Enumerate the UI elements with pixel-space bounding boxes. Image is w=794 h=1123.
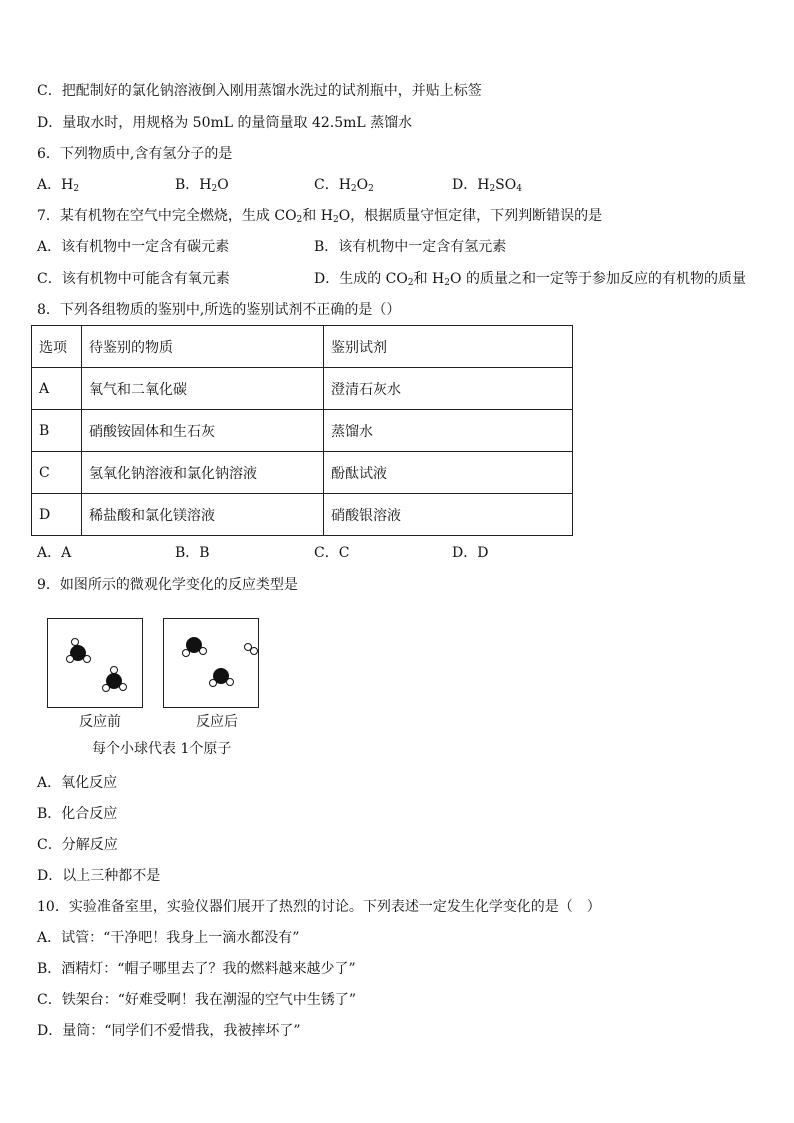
table-cell: 稀盐酸和氯化镁溶液 [82, 494, 324, 536]
q7-option-c: C．该有机物中可能含有氧元素 [37, 271, 230, 287]
table-cell: 氧气和二氧化碳 [82, 368, 324, 410]
q8-stem: 8．下列各组物质的鉴别中,所选的鉴别试剂不正确的是（） [37, 302, 401, 318]
table-cell: 酚酞试液 [324, 452, 573, 494]
label-after-reaction: 反应后 [196, 714, 238, 730]
q10-option-b: B．酒精灯：“帽子哪里去了？我的燃料越来越少了” [37, 961, 356, 977]
table-header-cell: 选项 [32, 326, 82, 368]
q5-option-d: D．量取水时，用规格为 50mL 的量筒量取 42.5mL 蒸馏水 [37, 115, 413, 131]
q5-option-c: C．把配制好的氯化钠溶液倒入刚用蒸馏水洗过的试剂瓶中，并贴上标签 [37, 83, 482, 99]
q9-option-b: B．化合反应 [37, 806, 118, 822]
q10-stem: 10．实验准备室里，实验仪器们展开了热烈的讨论。下列表述一定发生化学变化的是（ ） [37, 899, 601, 915]
q8-option-b: B．B [175, 545, 210, 561]
label-before-reaction: 反应前 [79, 714, 121, 730]
q10-option-d: D．量筒：“同学们不爱惜我，我被摔坏了” [37, 1023, 301, 1039]
table-cell: 硝酸银溶液 [324, 494, 573, 536]
table-cell: C [32, 452, 82, 494]
q9-option-c: C．分解反应 [37, 837, 118, 853]
table-cell: 硝酸铵固体和生石灰 [82, 410, 324, 452]
table-header-cell: 鉴别试剂 [324, 326, 573, 368]
before-reaction-box [47, 618, 143, 708]
table-row [32, 452, 573, 494]
q10-option-c: C．铁架台：“好难受啊！我在潮湿的空气中生锈了” [37, 992, 357, 1008]
q8-option-a: A．A [37, 545, 72, 561]
q7-option-a: A．该有机物中一定含有碳元素 [37, 239, 230, 255]
q6-stem: 6．下列物质中,含有氢分子的是 [37, 146, 233, 162]
molecule-diagram-before [48, 619, 142, 707]
table-cell: A [32, 368, 82, 410]
table-header-row [32, 326, 573, 368]
table-cell: D [32, 494, 82, 536]
q8-option-d: D．D [452, 545, 489, 561]
table-cell: 氢氧化钠溶液和氯化钠溶液 [82, 452, 324, 494]
q6-option-b: B．$H_2O$ [175, 177, 229, 194]
q8-option-c: C．C [314, 545, 350, 561]
q6-option-c: C．$H_2O_2$ [314, 177, 374, 194]
table-row [32, 368, 573, 410]
q10-option-a: A．试管：“干净吧！我身上一滴水都没有” [37, 930, 300, 946]
q6-option-a: A．$H_2$ [37, 177, 80, 194]
molecule-diagram-after [164, 619, 258, 707]
table-cell: B [32, 410, 82, 452]
table-header-cell: 待鉴别的物质 [82, 326, 324, 368]
q7-stem: 7．某有机物在空气中完全燃烧，生成 $CO_2$和 $H_2O$，根据质量守恒定律，下列判断错误的是 [37, 208, 603, 225]
table-row [32, 494, 573, 536]
diagram-legend: 每个小球代表 1个原子 [92, 741, 232, 757]
after-reaction-box [163, 618, 259, 708]
table-cell: 蒸馏水 [324, 410, 573, 452]
q8-table [31, 325, 573, 536]
q9-option-a: A．氧化反应 [37, 775, 118, 791]
table-row [32, 410, 573, 452]
q9-stem: 9．如图所示的微观化学变化的反应类型是 [37, 577, 298, 593]
q9-option-d: D．以上三种都不是 [37, 868, 161, 884]
q7-option-b: B．该有机物中一定含有氢元素 [314, 239, 507, 255]
q7-option-d: D．生成的 $CO_2$和 $H_2O$ 的质量之和一定等于参加反应的有机物的质量 [314, 271, 746, 288]
table-cell: 澄清石灰水 [324, 368, 573, 410]
q6-option-d: D．$H_2SO_4$ [452, 177, 522, 194]
